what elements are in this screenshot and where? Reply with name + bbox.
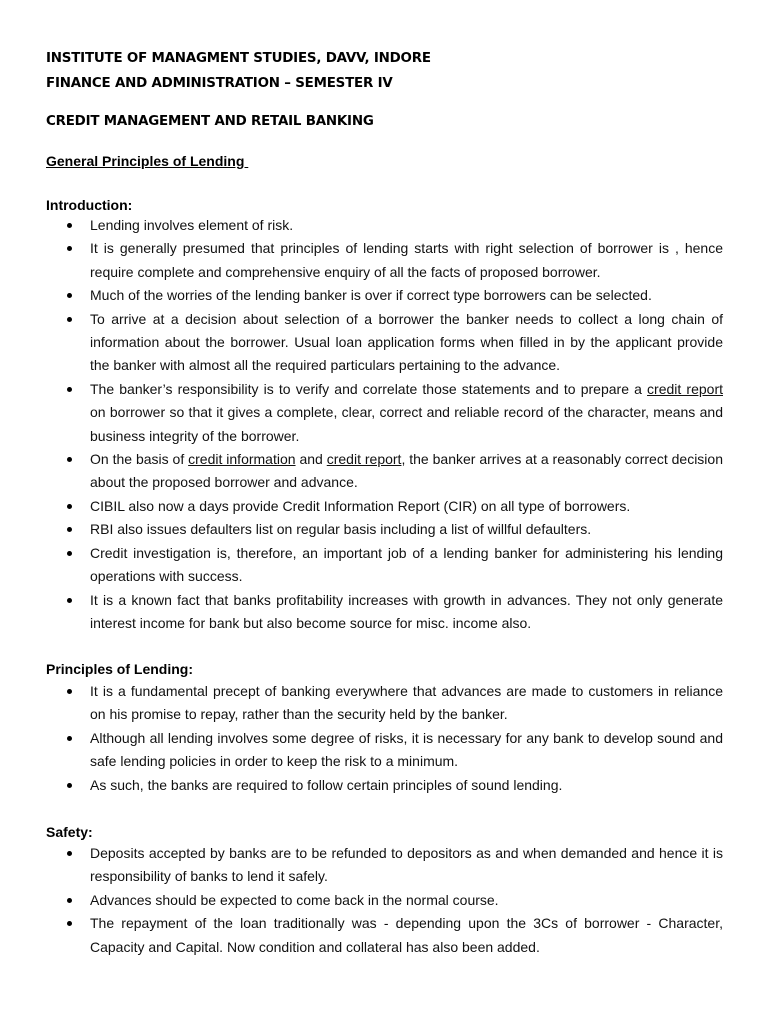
safety-heading: Safety: — [46, 824, 93, 840]
underlined-term: credit information — [188, 451, 296, 468]
bullet-item — [46, 889, 723, 912]
program-title: FINANCE AND ADMINISTRATION – SEMESTER IV — [46, 76, 393, 91]
bullet-dot-icon — [67, 457, 72, 462]
bullet-text: on borrower so that it gives a complete, clear, correct and reliable record of the character, means and business integrity of the borrower. — [90, 404, 723, 444]
bullet-item — [46, 448, 723, 495]
bullet-text: and — [295, 451, 327, 468]
bullet-text: To arrive at a decision about selection of a borrower the banker needs to collect a long chain of information about the borrower. Usual loan application forms when filled in by the applicant provide the banker with almost all the required particulars pertaining to the advance. — [90, 310, 723, 374]
bullet-text: Deposits accepted by banks are to be refunded to depositors as and when demanded and hence it is responsibility of banks to lend it safely. — [90, 845, 723, 885]
bullet-dot-icon — [67, 504, 72, 509]
bullet-dot-icon — [67, 223, 72, 228]
underlined-term: credit report — [647, 380, 723, 397]
bullet-text: It is generally presumed that principles of lending starts with right selection of borrower is , hence require complete and comprehensive enquiry of all the facts of proposed borrower. — [90, 240, 723, 280]
bullet-text: As such, the banks are required to follow certain principles of sound lending. — [90, 776, 563, 793]
bullet-text: , the banker arrives at a reasonably correct decision about the proposed borrower and advance. — [90, 451, 723, 491]
bullet-dot-icon — [67, 689, 72, 694]
bullet-item — [46, 378, 723, 448]
bullet-text: Advances should be expected to come back in the normal course. — [90, 891, 499, 908]
bullet-item — [46, 308, 723, 378]
bullet-text: Credit investigation is, therefore, an important job of a lending banker for administering his lending operations with success. — [90, 544, 723, 585]
bullet-item — [46, 589, 723, 636]
bullet-item — [46, 680, 723, 727]
course-title: CREDIT MANAGEMENT AND RETAIL BANKING — [46, 114, 374, 129]
bullet-dot-icon — [67, 851, 72, 856]
introduction-list — [46, 214, 723, 635]
institute-title: INSTITUTE OF MANAGMENT STUDIES, DAVV, INDORE — [46, 51, 431, 66]
bullet-dot-icon — [67, 317, 72, 322]
bullet-dot-icon — [67, 527, 72, 532]
bullet-item — [46, 842, 723, 889]
bullet-dot-icon — [67, 293, 72, 298]
bullet-text: Lending involves element of risk. — [90, 217, 294, 233]
bullet-item — [46, 237, 723, 284]
principles-list — [46, 680, 723, 797]
underlined-term: credit report — [326, 451, 402, 468]
bullet-text: Much of the worries of the lending banker is over if correct type borrowers can be selected. — [90, 287, 652, 304]
bullet-text: On the basis of — [90, 451, 189, 468]
bullet-text: RBI also issues defaulters list on regular basis including a list of willful defaulters. — [90, 521, 592, 538]
principles-heading: Principles of Lending: — [46, 661, 194, 677]
bullet-dot-icon — [67, 387, 72, 392]
topic-title-text: General Principles of Lending — [46, 153, 249, 169]
bullet-dot-icon — [67, 921, 72, 926]
bullet-dot-icon — [67, 598, 72, 603]
bullet-dot-icon — [67, 246, 72, 251]
bullet-item — [46, 284, 723, 307]
bullet-dot-icon — [67, 551, 72, 556]
bullet-dot-icon — [67, 783, 72, 788]
safety-list — [46, 842, 723, 959]
bullet-item — [46, 542, 723, 589]
bullet-text: The banker’s responsibility is to verify and correlate those statements and to prepare a — [90, 380, 648, 397]
bullet-item — [46, 912, 723, 959]
bullet-text: The repayment of the loan traditionally was - depending upon the 3Cs of borrower - Character, Capacity and Capital. Now condition and collateral has also been added. — [90, 915, 723, 955]
bullet-item — [46, 495, 723, 518]
bullet-text: It is a fundamental precept of banking everywhere that advances are made to customers in reliance on his promise to repay, rather than the security held by the banker. — [90, 683, 723, 723]
bullet-text: CIBIL also now a days provide Credit Information Report (CIR) on all type of borrowers. — [90, 497, 631, 514]
bullet-dot-icon — [67, 736, 72, 741]
bullet-item — [46, 727, 723, 774]
bullet-text: It is a known fact that banks profitability increases with growth in advances. They not only generate interest income for bank but also become source for misc. income also. — [90, 591, 723, 631]
bullet-dot-icon — [67, 898, 72, 903]
bullet-text: Although all lending involves some degree of risks, it is necessary for any bank to develop sound and safe lending policies in order to keep the risk to a minimum. — [90, 729, 723, 770]
topic-title — [46, 152, 248, 170]
bullet-item — [46, 214, 723, 237]
bullet-item — [46, 518, 723, 541]
bullet-item — [46, 774, 723, 797]
introduction-heading: Introduction: — [46, 197, 133, 213]
